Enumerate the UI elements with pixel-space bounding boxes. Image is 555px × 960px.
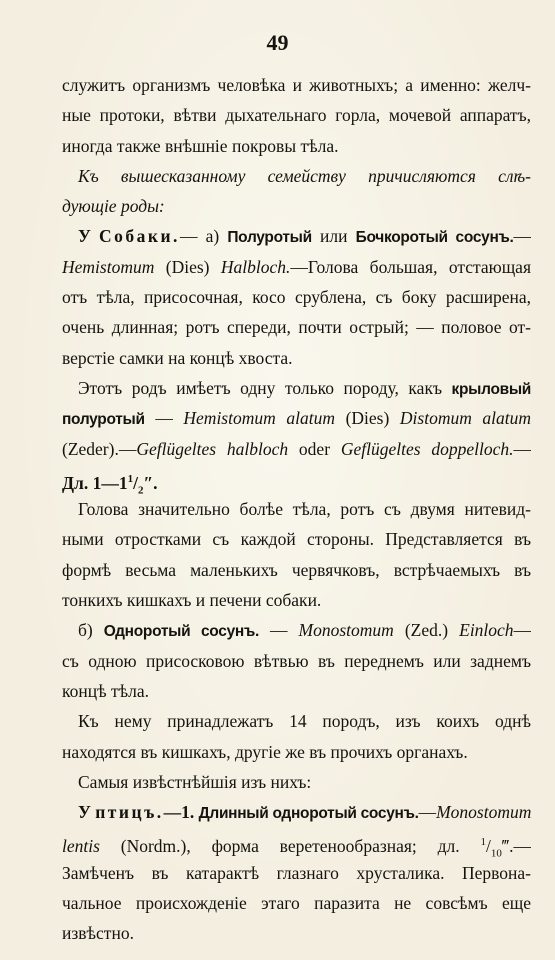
- text-line: [62, 282, 531, 312]
- line-text: ‴.—: [501, 836, 531, 857]
- text-line: [62, 221, 531, 251]
- line-text: или: [320, 226, 348, 247]
- line-text: дующіе роды:: [62, 196, 165, 217]
- line-text: ными отростками съ каждой стороны. Представляется въ: [62, 529, 531, 550]
- text-line: [62, 312, 531, 342]
- line-text: концѣ тѣла.: [62, 680, 149, 701]
- line-text: —: [418, 802, 437, 823]
- line-text: Monostomum: [298, 620, 394, 641]
- text-line: [62, 737, 531, 767]
- line-text: тонкихъ кишкахъ и печени собаки.: [62, 590, 322, 611]
- line-text: Monostomum: [436, 802, 531, 823]
- text-line: [62, 858, 531, 888]
- line-text: Distomum alatum: [399, 408, 531, 429]
- page-text: [62, 70, 531, 949]
- line-text: Этотъ родъ имѣетъ одну только породу, какъ: [78, 377, 442, 398]
- text-line: [62, 434, 531, 464]
- line-text: —: [513, 438, 531, 459]
- line-text: —Голова большая, отстающая: [290, 256, 531, 277]
- text-line: [62, 555, 531, 585]
- line-text: ″.: [143, 472, 158, 493]
- line-text: очень длинная; ротъ спереди, почти острый; — половое от-: [62, 317, 531, 338]
- text-line: Дл. $1—1^1/_2''$.: [62, 464, 531, 494]
- text-line: [62, 373, 531, 403]
- line-text: Голова значительно болѣе тѣла, ротъ съ двумя нитевид-: [78, 499, 531, 520]
- line-text: Hemistomum alatum: [183, 408, 335, 429]
- line-text: верстіе самки на концѣ хвоста.: [62, 347, 293, 368]
- text-line: [62, 706, 531, 736]
- line-text: извѣстно.: [62, 923, 134, 944]
- fraction-numerator: 1: [480, 836, 486, 849]
- text-line: lentis (Nordm.), форма веретенообразная; дл. $^1/_{10}‴.—$: [62, 827, 531, 857]
- line-text: Бочкоротый сосунъ.: [355, 229, 514, 247]
- line-text: чальное происхожденіе этаго паразита не совсѣмъ еще: [62, 893, 531, 914]
- line-text: служитъ организмъ человѣка и животныхъ; а именно: желч-: [62, 75, 531, 95]
- line-text: Дл. 1—1: [62, 472, 128, 493]
- text-line: [62, 494, 531, 524]
- text-line: [62, 676, 531, 706]
- line-text: У: [78, 802, 91, 823]
- line-text: Къ нему принадлежатъ 14 породъ, изъ коихъ однѣ: [78, 711, 531, 732]
- line-text: —: [513, 226, 531, 247]
- line-text: У: [78, 226, 91, 247]
- line-text: иногда также внѣшніе покровы тѣла.: [62, 135, 339, 156]
- line-text: Длинный одноротый сосунъ.: [198, 805, 419, 823]
- line-text: Halbloch.: [220, 256, 291, 277]
- line-text: Собаки.: [99, 226, 180, 247]
- line-text: отъ тѣла, присосочная, косо срублена, съ боку расширена,: [62, 287, 531, 308]
- line-text: — а): [179, 226, 220, 247]
- line-text: ные протоки, вѣтви дыхательнаго горла, мочевой аппаратъ,: [62, 105, 531, 126]
- fraction-denominator: 2: [137, 484, 144, 495]
- text-line: [62, 403, 531, 433]
- line-text: Самыя извѣстнѣйшія изъ нихъ:: [78, 771, 312, 792]
- fraction-denominator: 10: [490, 847, 502, 858]
- line-text: —: [270, 620, 288, 641]
- text-line: [62, 131, 531, 161]
- line-text: (Zed.): [404, 620, 449, 641]
- line-text: —: [155, 408, 173, 429]
- page-number: 49: [266, 30, 289, 55]
- line-text: б): [78, 620, 93, 641]
- text-line: [62, 615, 531, 645]
- line-text: (Dies): [165, 256, 210, 277]
- text-line: [62, 191, 531, 221]
- line-text: Geflügeltes halbloch: [136, 438, 289, 459]
- line-text: находятся въ кишкахъ, другіе же въ прочихъ органахъ.: [62, 741, 468, 762]
- text-line: [62, 888, 531, 918]
- line-text: —: [513, 620, 531, 641]
- text-line: [62, 767, 531, 797]
- text-line: [62, 161, 531, 191]
- line-text: формѣ весьма маленькихъ червячковъ, встрѣчаемыхъ въ: [62, 559, 531, 580]
- line-text: Къ вышесказанному семейству причисляются слѣ-: [78, 165, 531, 186]
- text-line: [62, 343, 531, 373]
- line-text: Hemistomum: [62, 256, 155, 277]
- line-text: (Nordm.),: [120, 836, 191, 857]
- line-text: Geflügeltes doppelloch.: [340, 438, 514, 459]
- line-text: крыловый: [451, 380, 531, 398]
- line-text: птицъ.: [95, 802, 164, 823]
- text-line: [62, 918, 531, 948]
- fraction-numerator: 1: [127, 472, 134, 485]
- line-text: Einloch: [459, 620, 514, 641]
- line-text: (Dies): [345, 408, 390, 429]
- text-line: [62, 646, 531, 676]
- line-text: oder: [298, 438, 331, 459]
- line-text: lentis: [62, 836, 100, 857]
- line-text: (Zeder).—: [62, 438, 137, 459]
- line-text: съ одною присосковою вѣтвью въ переднемъ или заднемъ: [62, 650, 531, 671]
- line-text: Замѣченъ въ катарактѣ глазнаго хрусталика. Первона-: [62, 862, 531, 883]
- line-text: форма веретенообразная; дл.: [211, 836, 460, 857]
- line-text: —1.: [163, 802, 195, 823]
- line-text: Полуротый: [227, 229, 312, 247]
- text-line: [62, 252, 531, 282]
- line-text: Одноротый сосунъ.: [103, 623, 259, 641]
- text-line: [62, 100, 531, 130]
- line-text: полуротый: [62, 411, 145, 429]
- text-line: [62, 797, 531, 827]
- text-line: [62, 585, 531, 615]
- text-line: [62, 70, 531, 100]
- text-line: [62, 524, 531, 554]
